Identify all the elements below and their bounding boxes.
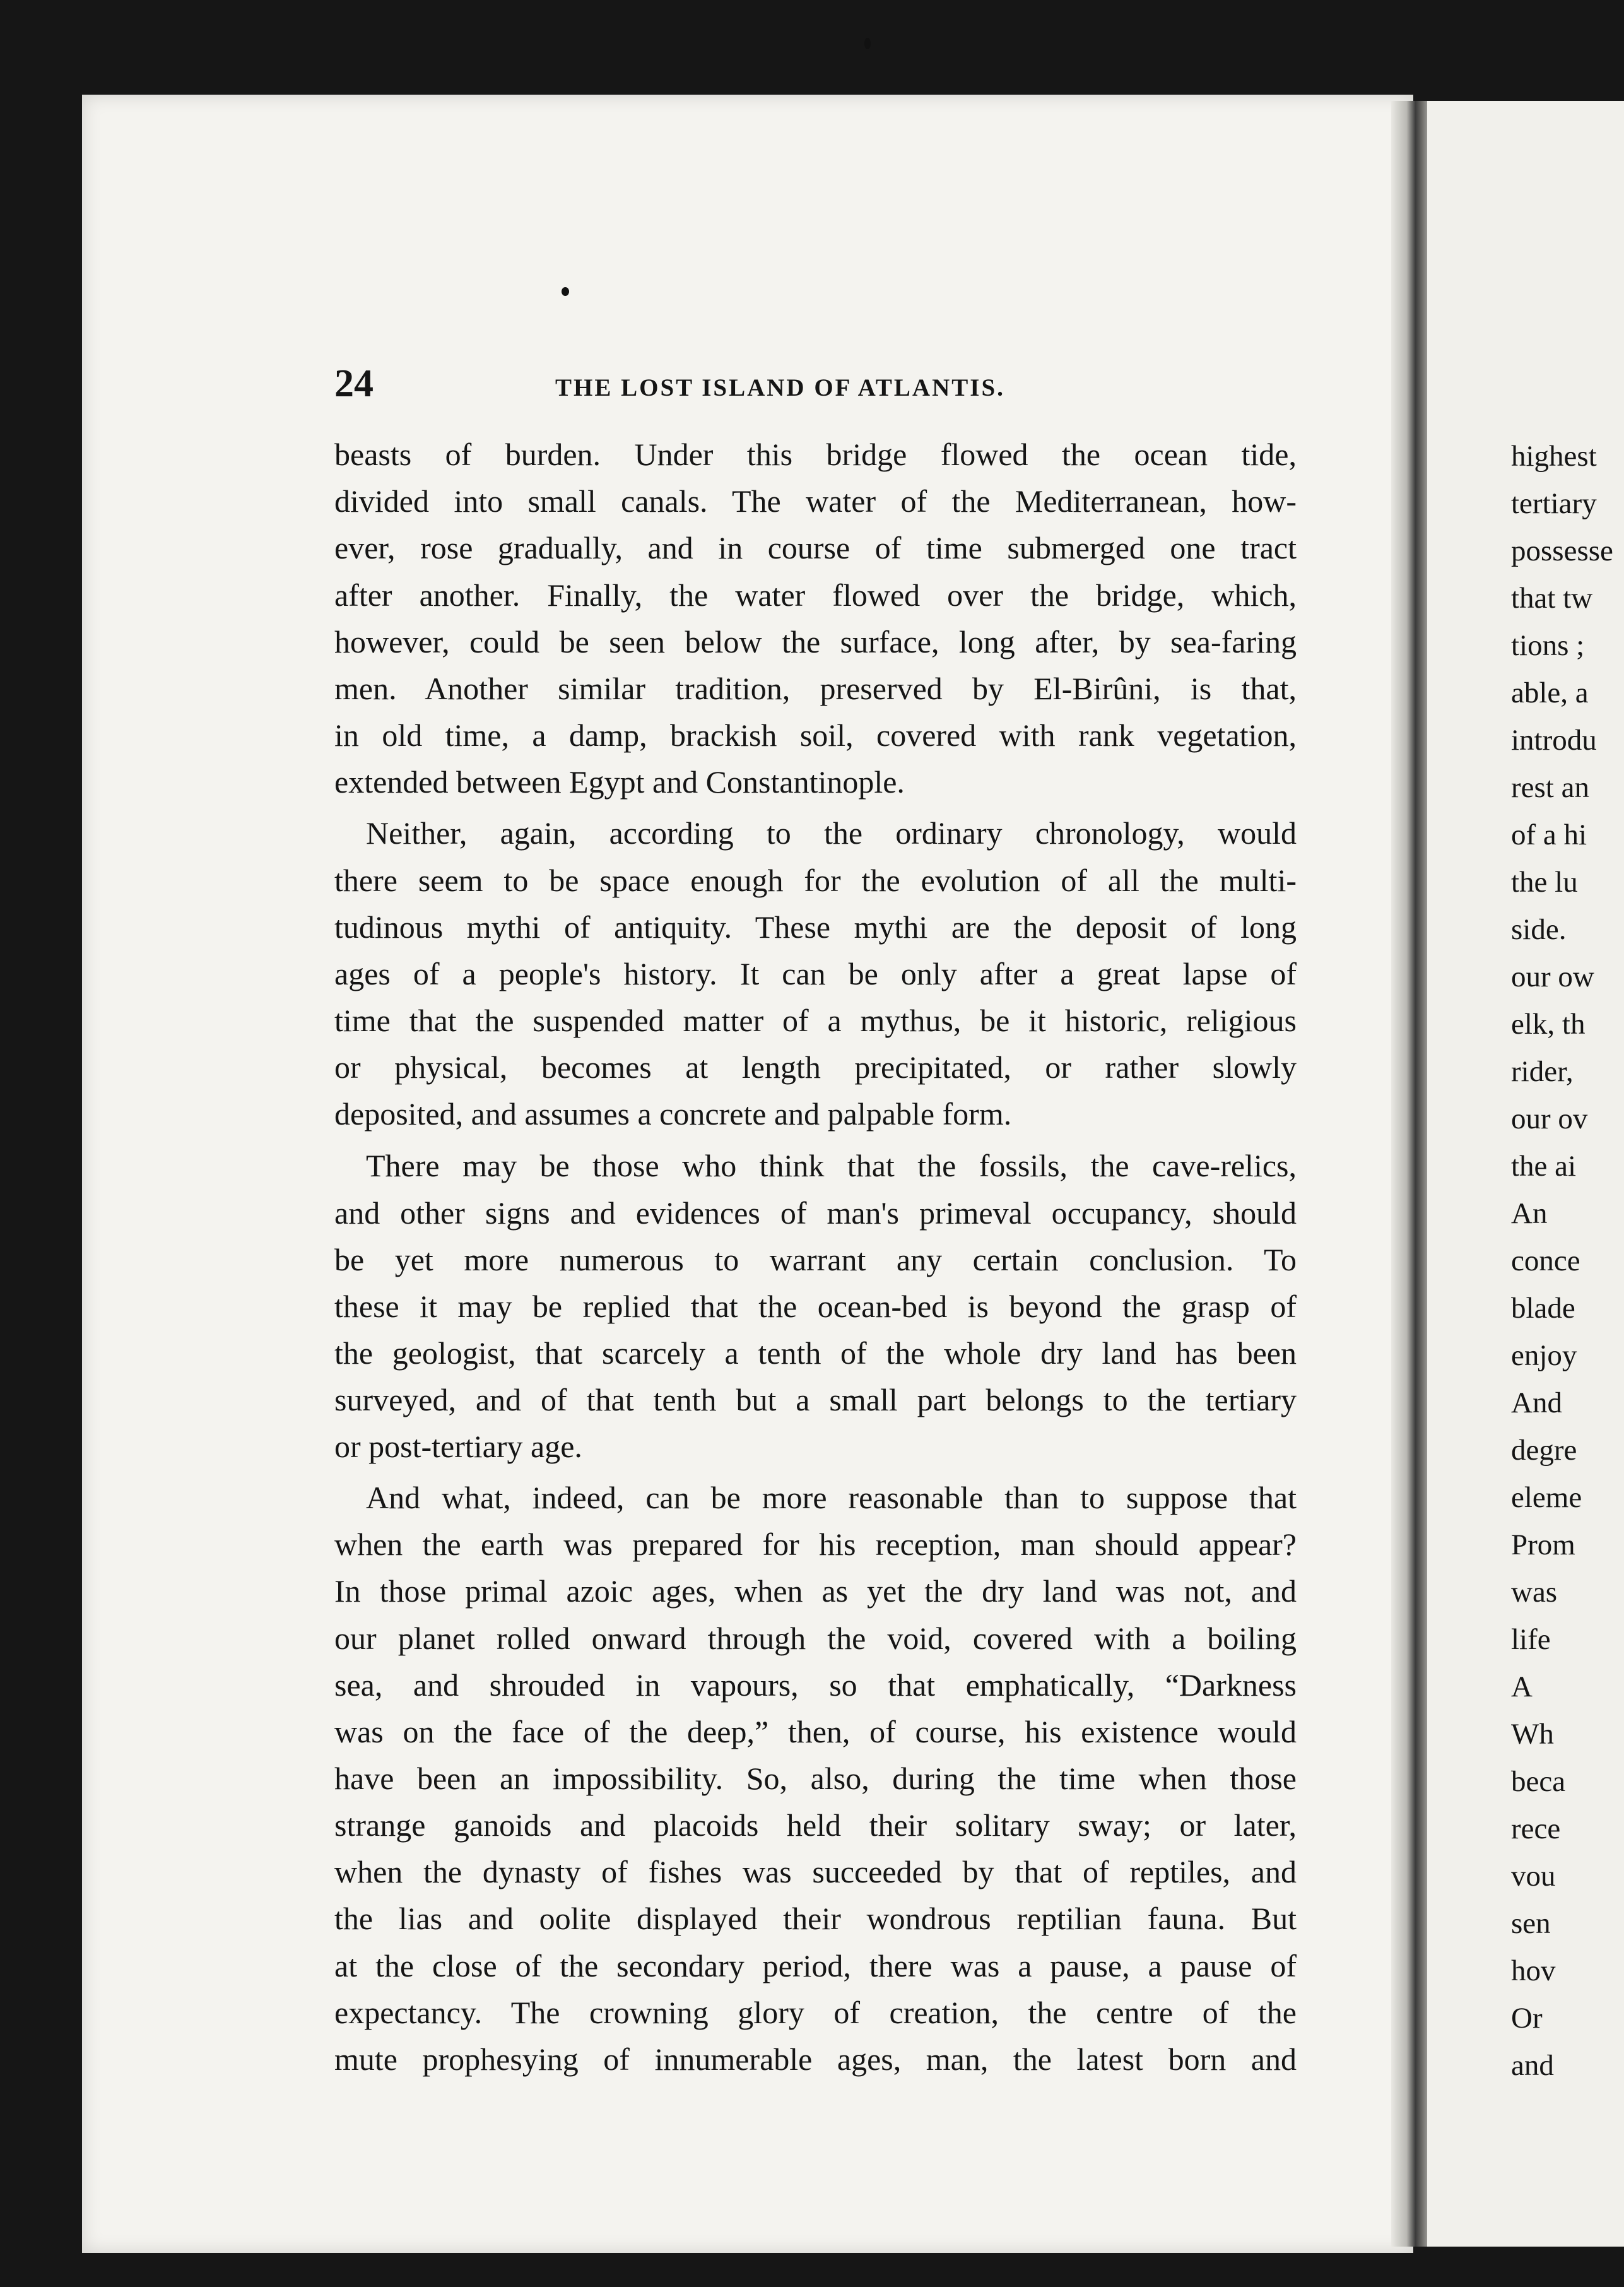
left-page-line: Neither, again, according to the ordinary chronology, would	[366, 815, 1297, 851]
left-page-line: sea, and shrouded in vapours, so that emphatically, “Darkness	[334, 1667, 1297, 1703]
right-page-fragment: rest an	[1511, 771, 1589, 804]
left-page-line: expectancy. The crowning glory of creation, the centre of the	[334, 1995, 1297, 2030]
left-page-line: our planet rolled onward through the void, covered with a boiling	[334, 1621, 1297, 1656]
left-page-line: the lias and oolite displayed their wondrous reptilian fauna. But	[334, 1901, 1297, 1936]
right-page-fragment: A	[1511, 1670, 1533, 1703]
right-page-fragment: conce	[1511, 1244, 1580, 1277]
right-page-fragment: highest	[1511, 440, 1597, 473]
running-head: THE LOST ISLAND OF ATLANTIS.	[555, 374, 1005, 401]
right-page-fragment: Or	[1511, 2002, 1543, 2035]
left-page-line: however, could be seen below the surface, long after, by sea-faring	[334, 624, 1297, 659]
right-page-fragment: life	[1511, 1623, 1551, 1656]
right-page-fragment: tions ;	[1511, 629, 1585, 662]
left-page-line: divided into small canals. The water of the Mediterranean, how-	[334, 483, 1297, 519]
right-page-fragment: An	[1511, 1197, 1548, 1230]
right-page-fragment: introdu	[1511, 724, 1597, 757]
left-page-line: or post-tertiary age.	[334, 1429, 582, 1464]
left-page-line: the geologist, that scarcely a tenth of the whole dry land has been	[334, 1335, 1297, 1371]
right-page-fragment: rece	[1511, 1812, 1561, 1845]
left-page-line: strange ganoids and placoids held their solitary sway; or later,	[334, 1807, 1297, 1843]
right-page-fragment: the lu	[1511, 866, 1578, 899]
left-page-line: at the close of the secondary period, there was a pause, a pause of	[334, 1948, 1297, 1983]
right-page-fragment: and	[1511, 2049, 1554, 2082]
left-page-line: deposited, and assumes a concrete and palpable form.	[334, 1096, 1012, 1132]
right-page-fragment: was	[1511, 1576, 1558, 1609]
right-page-fragment: possesse	[1511, 535, 1613, 567]
right-page-fragment: sen	[1511, 1907, 1551, 1940]
right-page-fragment: of a hi	[1511, 818, 1587, 851]
left-page-line: in old time, a damp, brackish soil, covered with rank vegetation,	[334, 718, 1297, 753]
left-page-line: tudinous mythi of antiquity. These mythi are the deposit of long	[334, 909, 1297, 945]
ink-speck	[864, 38, 871, 49]
page-number: 24	[334, 362, 374, 405]
right-page-fragment: our ow	[1511, 960, 1594, 993]
left-page-line: when the earth was prepared for his reception, man should appear?	[334, 1527, 1297, 1562]
left-page-line: ever, rose gradually, and in course of time submerged one tract	[334, 530, 1297, 565]
right-page-fragment: tertiary	[1511, 487, 1597, 520]
right-page-fragment: hov	[1511, 1954, 1556, 1987]
left-page-line: was on the face of the deep,” then, of course, his existence would	[334, 1714, 1297, 1749]
right-page-fragment: blade	[1511, 1292, 1575, 1325]
right-page-fragment: rider,	[1511, 1055, 1574, 1088]
right-page-fragment: beca	[1511, 1765, 1566, 1798]
ink-speck	[562, 287, 569, 296]
right-page-fragment: Prom	[1511, 1528, 1575, 1561]
left-page-line: beasts of burden. Under this bridge flowed the ocean tide,	[334, 437, 1297, 472]
left-page-line: extended between Egypt and Constantinople.	[334, 764, 905, 800]
right-page-fragment: side.	[1511, 913, 1567, 946]
left-page-line: after another. Finally, the water flowed over the bridge, which,	[334, 577, 1297, 613]
right-page-fragment: elk, th	[1511, 1008, 1586, 1041]
right-page-fragment: degre	[1511, 1434, 1577, 1467]
left-page-line: and other signs and evidences of man's primeval occupancy, should	[334, 1195, 1297, 1231]
right-page-fragment: vou	[1511, 1860, 1556, 1893]
left-page-line: be yet more numerous to warrant any certain conclusion. To	[334, 1242, 1297, 1277]
right-page-fragment: that tw	[1511, 582, 1593, 615]
left-page-line: time that the suspended matter of a mythus, be it historic, religious	[334, 1003, 1297, 1038]
left-page-line: ages of a people's history. It can be only after a great lapse of	[334, 956, 1297, 991]
right-page-fragment: our ov	[1511, 1102, 1588, 1135]
left-page-line: there seem to be space enough for the evolution of all the multi-	[334, 863, 1297, 898]
left-page-line: mute prophesying of innumerable ages, man, the latest born and	[334, 2042, 1297, 2077]
right-page-fragment: enjoy	[1511, 1339, 1577, 1372]
right-page-fragment: And	[1511, 1386, 1562, 1419]
right-page-fragment: Wh	[1511, 1718, 1554, 1751]
left-page-line: There may be those who think that the fossils, the cave-relics,	[366, 1148, 1297, 1183]
right-page-fragment: the ai	[1511, 1150, 1577, 1183]
left-page-line: men. Another similar tradition, preserved by El-Birûni, is that,	[334, 671, 1297, 706]
left-page-line: these it may be replied that the ocean-bed is beyond the grasp of	[334, 1289, 1297, 1324]
left-page-line: have been an impossibility. So, also, during the time when those	[334, 1761, 1297, 1796]
left-page-line: or physical, becomes at length precipitated, or rather slowly	[334, 1049, 1297, 1085]
left-page-line: surveyed, and of that tenth but a small part belongs to the tertiary	[334, 1382, 1297, 1417]
right-page-fragment: eleme	[1511, 1481, 1582, 1514]
left-page-line: In those primal azoic ages, when as yet the dry land was not, and	[334, 1573, 1297, 1609]
left-page-line: And what, indeed, can be more reasonable than to suppose that	[366, 1480, 1297, 1515]
left-page-line: when the dynasty of fishes was succeeded by that of reptiles, and	[334, 1854, 1297, 1889]
right-page-fragment: able, a	[1511, 677, 1589, 709]
